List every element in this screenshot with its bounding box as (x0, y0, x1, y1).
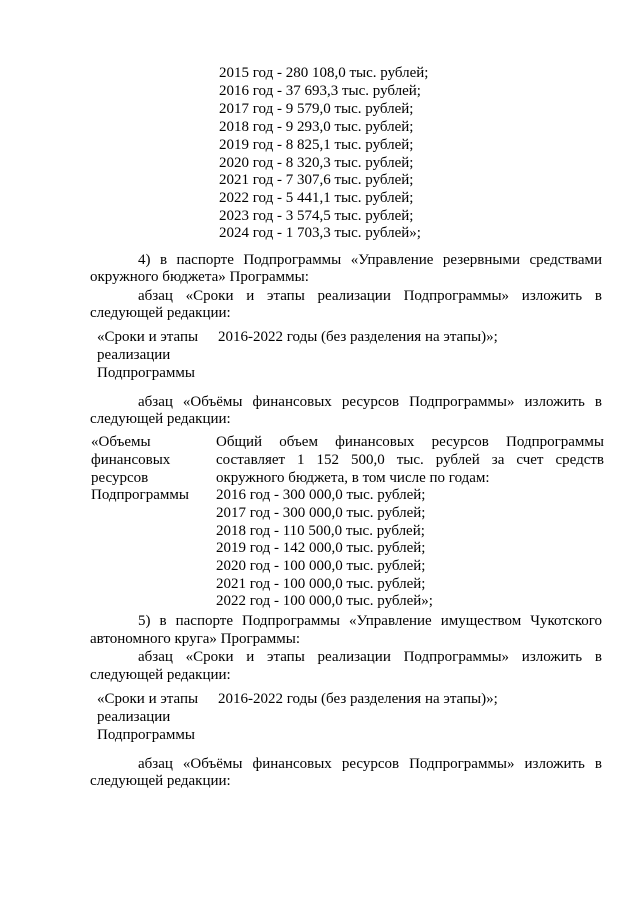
year-line-2022: 2022 год - 5 441,1 тыс. рублей; (219, 190, 414, 206)
table-obemy-1-year-2017: 2017 год - 300 000,0 тыс. рублей; (216, 505, 426, 521)
table-sroki-1-label-line-3: Подпрограммы (97, 365, 195, 381)
year-line-2019: 2019 год - 8 825,1 тыс. рублей; (219, 137, 414, 153)
table-sroki-1-label-line-2: реализации (97, 347, 171, 363)
table-sroki-2-label-line-2: реализации (97, 709, 171, 725)
item-4-line-1: 4) в паспорте Подпрограммы «Управление резервными средствами (138, 252, 602, 268)
abzac-obemy-2-line-1: абзац «Объёмы финансовых ресурсов Подпрограммы» изложить в (138, 756, 602, 772)
year-line-2017: 2017 год - 9 579,0 тыс. рублей; (219, 101, 414, 117)
table-sroki-1-label-line-1: «Сроки и этапы (97, 329, 199, 345)
year-line-2023: 2023 год - 3 574,5 тыс. рублей; (219, 208, 414, 224)
table-obemy-1-year-2016: 2016 год - 300 000,0 тыс. рублей; (216, 487, 426, 503)
table-obemy-1-year-2019: 2019 год - 142 000,0 тыс. рублей; (216, 540, 426, 556)
table-sroki-2-label-line-1: «Сроки и этапы (97, 691, 199, 707)
abzac-obemy-1-line-1: абзац «Объёмы финансовых ресурсов Подпрограммы» изложить в (138, 394, 602, 410)
abzac-sroki-2-line-1: абзац «Сроки и этапы реализации Подпрограммы» изложить в (138, 649, 602, 665)
table-obemy-1-label-line-1: «Объемы (91, 434, 151, 450)
table-obemy-1-label-line-4: Подпрограммы (91, 487, 189, 503)
abzac-obemy-1-line-2: следующей редакции: (90, 411, 231, 427)
table-obemy-1-text-line-2: составляет 1 152 500,0 тыс. рублей за счет средств (216, 452, 604, 468)
table-obemy-1-year-2020: 2020 год - 100 000,0 тыс. рублей; (216, 558, 426, 574)
abzac-sroki-2-line-2: следующей редакции: (90, 667, 231, 683)
year-line-2015: 2015 год - 280 108,0 тыс. рублей; (219, 65, 429, 81)
table-obemy-1-label-line-3: ресурсов (91, 470, 149, 486)
table-obemy-1-year-2018: 2018 год - 110 500,0 тыс. рублей; (216, 523, 425, 539)
year-line-2018: 2018 год - 9 293,0 тыс. рублей; (219, 119, 414, 135)
abzac-obemy-2-line-2: следующей редакции: (90, 773, 231, 789)
table-sroki-1-value: 2016-2022 годы (без разделения на этапы)»; (218, 329, 498, 345)
table-obemy-1-label-line-2: финансовых (91, 452, 171, 468)
item-4-line-2: окружного бюджета» Программы: (90, 269, 309, 285)
table-sroki-2-value: 2016-2022 годы (без разделения на этапы)»; (218, 691, 498, 707)
abzac-sroki-1-line-1: абзац «Сроки и этапы реализации Подпрограммы» изложить в (138, 288, 602, 304)
item-5-line-1: 5) в паспорте Подпрограммы «Управление имуществом Чукотского (138, 613, 602, 629)
year-line-2021: 2021 год - 7 307,6 тыс. рублей; (219, 172, 414, 188)
year-line-2024: 2024 год - 1 703,3 тыс. рублей»; (219, 225, 421, 241)
table-obemy-1-year-2022: 2022 год - 100 000,0 тыс. рублей»; (216, 593, 433, 609)
table-obemy-1-year-2021: 2021 год - 100 000,0 тыс. рублей; (216, 576, 426, 592)
table-sroki-2-label-line-3: Подпрограммы (97, 727, 195, 743)
item-5-line-2: автономного круга» Программы: (90, 631, 301, 647)
table-obemy-1-text-line-1: Общий объем финансовых ресурсов Подпрограммы (216, 434, 604, 450)
year-line-2016: 2016 год - 37 693,3 тыс. рублей; (219, 83, 421, 99)
table-obemy-1-text-line-3: окружного бюджета, в том числе по годам: (216, 470, 490, 486)
abzac-sroki-1-line-2: следующей редакции: (90, 305, 231, 321)
year-line-2020: 2020 год - 8 320,3 тыс. рублей; (219, 155, 414, 171)
